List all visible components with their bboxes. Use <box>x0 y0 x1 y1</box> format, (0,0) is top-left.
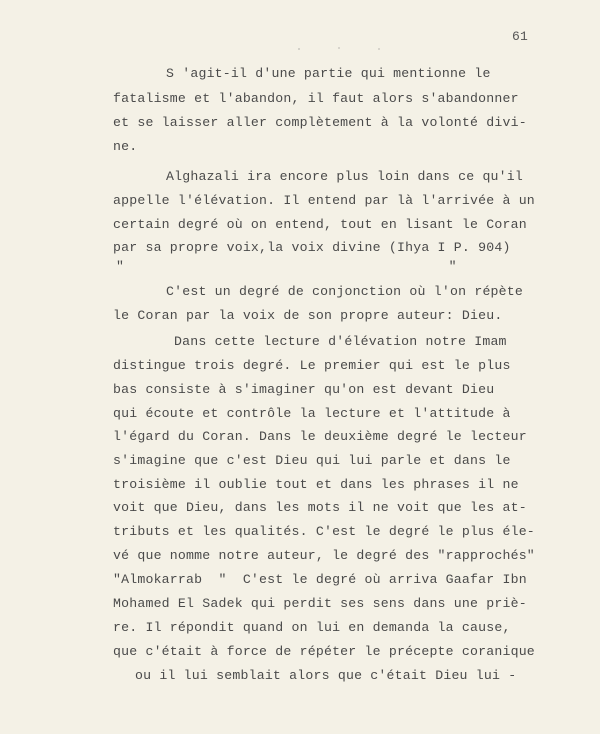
text-line: re. Il répondit quand on lui en demanda la cause, <box>113 620 511 635</box>
text-line: certain degré où on entend, tout en lisant le Coran <box>113 217 527 232</box>
text-line: fatalisme et l'abandon, il faut alors s'abandonner <box>113 91 519 106</box>
text-line: appelle l'élévation. Il entend par là l'arrivée à un <box>113 193 535 208</box>
text-line: et se laisser aller complètement à la volonté divi- <box>113 115 527 130</box>
text-line: Mohamed El Sadek qui perdit ses sens dans une priè- <box>113 596 527 611</box>
text-line: ou il lui semblait alors que c'était Dieu lui - <box>135 668 517 683</box>
ink-speck <box>298 48 300 50</box>
text-line: que c'était à force de répéter le précepte coranique <box>113 644 535 659</box>
text-line: qui écoute et contrôle la lecture et l'attitude à <box>113 406 511 421</box>
text-line: C'est un degré de conjonction où l'on répète <box>166 284 524 299</box>
text-line: distingue trois degré. Le premier qui est le plus <box>113 358 511 373</box>
ink-speck <box>378 48 380 50</box>
text-line: s'imagine que c'est Dieu qui lui parle et dans le <box>113 453 511 468</box>
text-line: troisième il oublie tout et dans les phrases il ne <box>113 477 519 492</box>
text-line: vé que nomme notre auteur, le degré des "rapprochés" <box>113 548 535 563</box>
text-line: tributs et les qualités. C'est le degré le plus éle- <box>113 524 535 539</box>
text-line: le Coran par la voix de son propre auteur: Dieu. <box>113 308 503 323</box>
text-line: bas consiste à s'imaginer qu'on est devant Dieu <box>113 382 495 397</box>
text-line: ne. <box>113 139 138 154</box>
page-number: 61 <box>511 29 528 44</box>
text-line: par sa propre voix,la voix divine (Ihya I P. 904) <box>113 240 511 255</box>
text-line: Dans cette lecture d'élévation notre Imam <box>174 334 507 349</box>
text-line: voit que Dieu, dans les mots il ne voit que les at- <box>113 500 527 515</box>
ink-speck <box>338 47 340 49</box>
text-line: l'égard du Coran. Dans le deuxième degré le lecteur <box>113 429 527 444</box>
quote-marks-line: " " <box>116 259 457 274</box>
text-line: "Almokarrab " C'est le degré où arriva Gaafar Ibn <box>113 572 527 587</box>
text-line: S 'agit-il d'une partie qui mentionne le <box>166 66 491 81</box>
text-line: Alghazali ira encore plus loin dans ce qu'il <box>166 169 524 184</box>
